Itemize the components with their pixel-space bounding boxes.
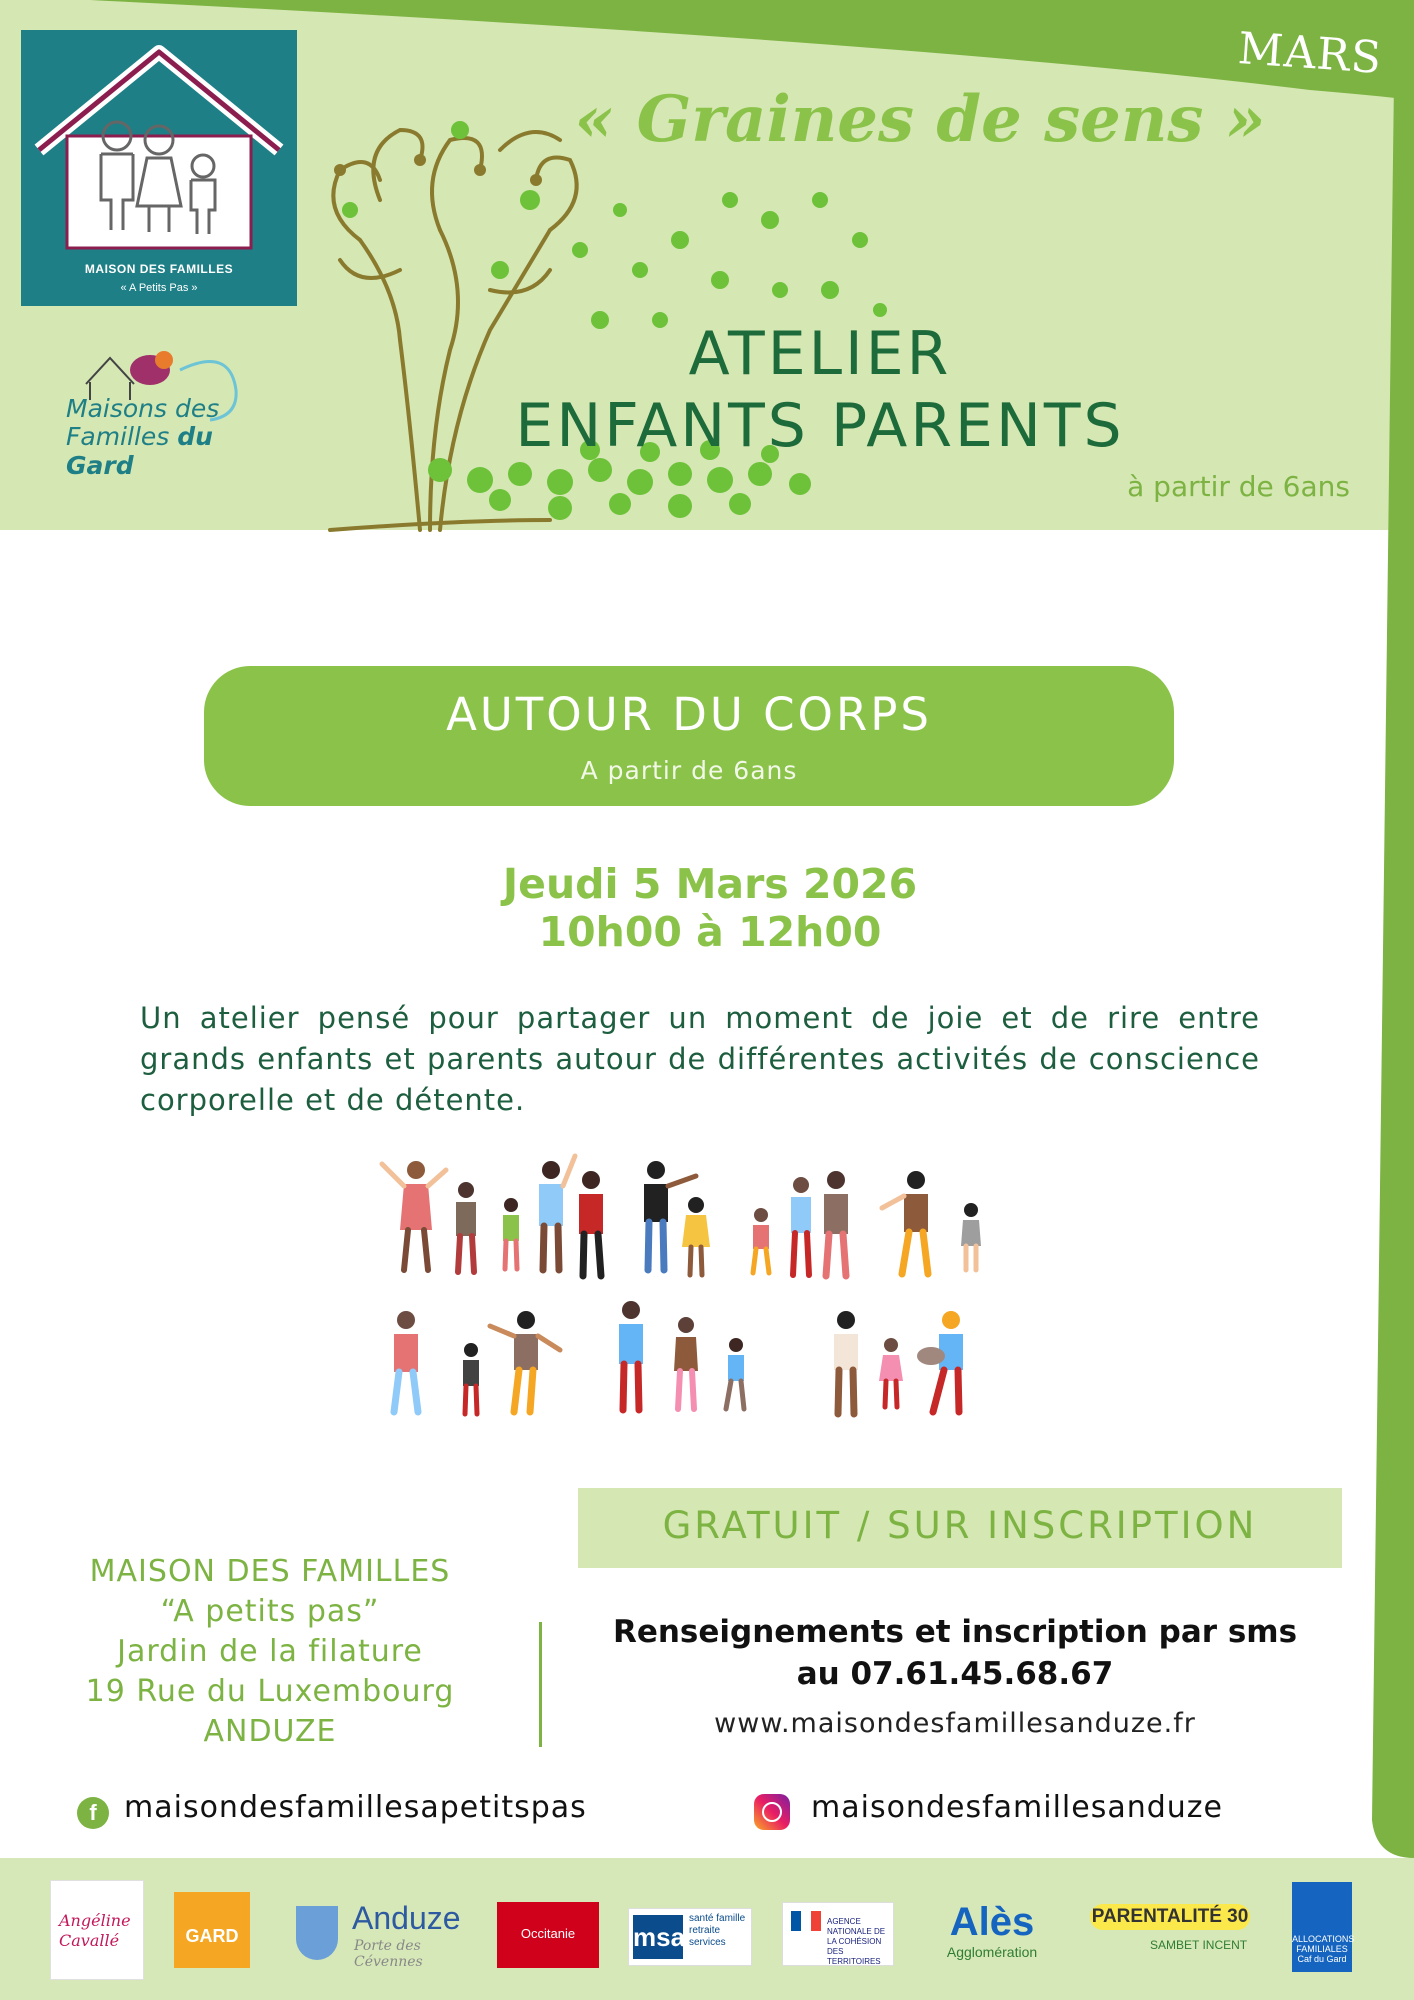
dancer-figure [791, 1177, 811, 1275]
gard-logo-line2b: du Gard [66, 422, 213, 480]
website-link[interactable]: www.maisondesfamillesanduze.fr [714, 1708, 1196, 1739]
theme-age: A partir de 6ans [580, 756, 798, 785]
partner-logo-ales [936, 1900, 1048, 1962]
address-line: 19 Rue du Luxembourg [85, 1674, 455, 1709]
dancer-figure [463, 1343, 479, 1414]
dancer-figure [503, 1198, 519, 1269]
dancer-figure [382, 1161, 446, 1270]
partner-msa-mark: msa [633, 1915, 683, 1959]
dancer-figure [619, 1301, 643, 1410]
dancer-figure [674, 1317, 698, 1409]
atelier-title [440, 318, 1200, 462]
address-line: ANDUZE [203, 1714, 337, 1749]
vertical-divider [539, 1622, 542, 1747]
gard-logo-line2 [66, 422, 270, 480]
gratuit-text: GRATUIT / SUR INSCRIPTION [662, 1504, 1258, 1547]
dancer-figure [961, 1203, 981, 1270]
event-time: 10h00 à 12h00 [538, 908, 882, 956]
partner-logo-occitanie [497, 1902, 599, 1968]
partner-logo-parentalite [1090, 1898, 1250, 1968]
dancer-figure [879, 1338, 903, 1407]
partner-anduze-sub: Porte des Cévennes [354, 1938, 423, 1970]
partner-angeline-text: Angéline Cavallé [59, 1911, 131, 1950]
instagram-handle[interactable]: maisondesfamillesanduze [811, 1790, 1223, 1825]
right-ribbon [1354, 0, 1414, 1858]
maison-des-familles-logo [21, 30, 297, 306]
address-line: “A petits pas” [160, 1594, 380, 1629]
partner-logo-gard [174, 1892, 250, 1968]
address-block [40, 1552, 500, 1752]
dancer-figure [726, 1338, 744, 1409]
gard-logo-line1: Maisons des [66, 394, 220, 423]
dancer-figure [456, 1182, 476, 1272]
atelier-title-line2: ENFANTS PARENTS [515, 391, 1125, 461]
partner-anduze-text: Anduze [352, 1900, 461, 1936]
dancer-figure [490, 1311, 560, 1412]
event-description: Un atelier pensé pour partager un moment de joie et de rire entre grands enfants et parents autour de différentes activités de conscience corporelle et de détente. [140, 1001, 1260, 1117]
facebook-handle[interactable]: maisondesfamillesapetitspas [124, 1790, 587, 1825]
partner-logo-angeline [50, 1880, 144, 1980]
series-title: « Graines de sens » [574, 82, 1266, 157]
dancer-figure [917, 1311, 963, 1412]
partner-logo-msa [628, 1908, 752, 1966]
maisons-familles-gard-logo [60, 336, 270, 480]
dancer-figure [824, 1171, 848, 1276]
dancer-figure [539, 1156, 575, 1270]
event-date: Jeudi 5 Mars 2026 [502, 860, 918, 908]
facebook-icon[interactable]: f [77, 1797, 109, 1829]
instagram-icon-lens [762, 1802, 782, 1822]
partner-caf-text: ALLOCATIONS FAMILIALES Caf du Gard [1292, 1934, 1355, 1964]
maison-logo-name: MAISON DES FAMILLES [84, 262, 234, 276]
partner-msa-text: santé famille retraite services [689, 1913, 746, 1948]
age-subtitle: à partir de 6ans [1127, 470, 1350, 503]
partner-parentalite-text: PARENTALITÉ 30 [1090, 1904, 1250, 1930]
partner-parentalite-sub: SAMBET INCENT [1150, 1938, 1248, 1952]
theme-banner [204, 666, 1174, 806]
maison-logo-subtitle: « A Petits Pas » [120, 282, 198, 294]
partner-ales-sub: Agglomération [946, 1944, 1038, 1960]
atelier-title-line1: ATELIER [688, 319, 952, 389]
dancer-figure [579, 1171, 603, 1276]
contact-line1: Renseignements et inscription par sms [612, 1614, 1298, 1650]
partner-anct-text: AGENCE NATIONALE DE LA COHÉSION DES TERRITOIRES [827, 1917, 886, 1966]
month-label: MARS [1236, 23, 1384, 84]
partner-ales-text: Alès [949, 1900, 1035, 1944]
dancer-figure [753, 1208, 769, 1273]
shield-icon [296, 1906, 338, 1960]
dancer-figure [882, 1171, 928, 1274]
address-line: MAISON DES FAMILLES [89, 1554, 451, 1589]
theme-title: AUTOUR DU CORPS [446, 688, 932, 741]
partner-occitanie-text: Occitanie [520, 1926, 576, 1941]
dancer-figure [834, 1311, 858, 1414]
dancing-people-illustration [376, 1150, 1006, 1450]
contact-phone[interactable]: au 07.61.45.68.67 [796, 1656, 1114, 1692]
partner-logo-anduze [296, 1900, 461, 1970]
dancer-figure [394, 1311, 418, 1412]
french-flag-icon [791, 1911, 821, 1931]
dancer-figure [682, 1197, 710, 1275]
partner-logo-anct [782, 1902, 894, 1966]
gratuit-banner [578, 1488, 1342, 1568]
address-line: Jardin de la filature [117, 1634, 423, 1669]
instagram-icon[interactable] [754, 1794, 790, 1830]
house-family-icon [21, 30, 297, 260]
partner-gard-text: GARD [185, 1926, 239, 1946]
partner-logo-caf [1292, 1882, 1355, 1972]
gard-logo-line2a: Familles [66, 422, 178, 451]
